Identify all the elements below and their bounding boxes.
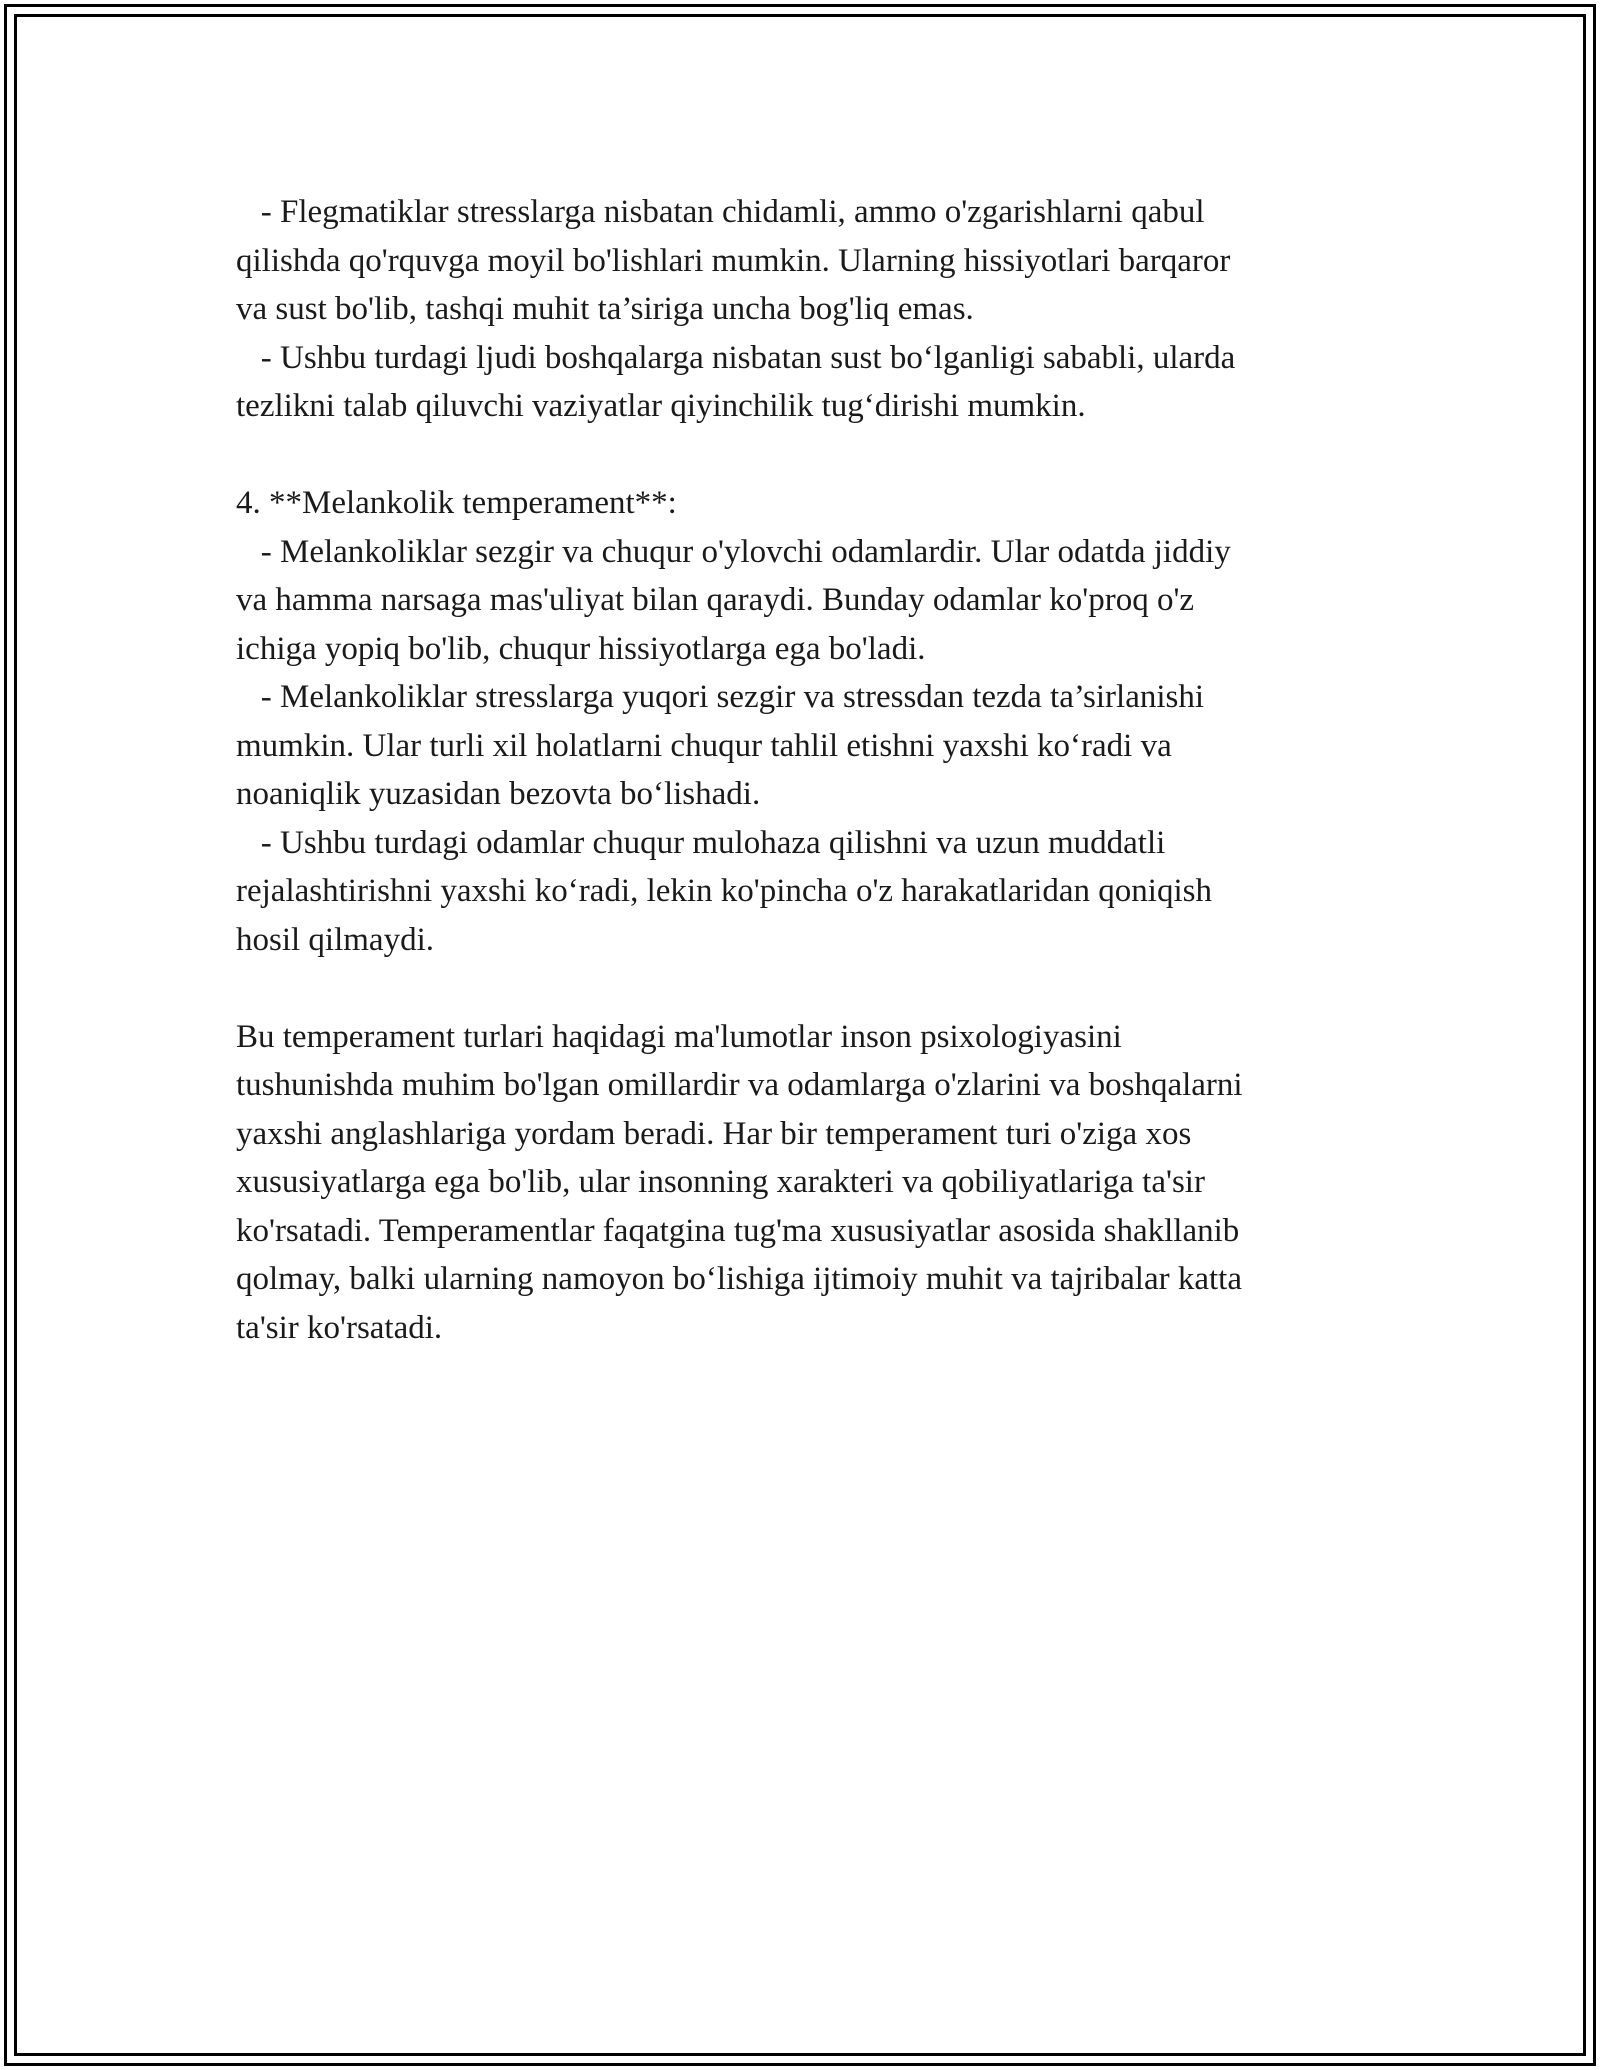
- melankolik-bullet-3: [236, 819, 1376, 965]
- paragraph-spacer: [236, 964, 1376, 1013]
- text-line: - Melankoliklar sezgir va chuqur o'ylovchi odamlardir. Ular odatda jiddiy: [236, 533, 1231, 570]
- text-line: ta'sir ko'rsatadi.: [236, 1309, 443, 1346]
- text-line: yaxshi anglashlariga yordam beradi. Har bir temperament turi o'ziga xos: [236, 1115, 1192, 1152]
- flegmatik-bullet-2: [236, 334, 1376, 431]
- section-heading-melankolik: 4. **Melankolik temperament**:: [236, 485, 677, 521]
- text-line: qilishda qo'rquvga moyil bo'lishlari mumkin. Ularning hissiyotlari barqaror: [236, 242, 1231, 279]
- text-line: - Melankoliklar stresslarga yuqori sezgir va stressdan tezda ta’sirlanishi: [236, 679, 1205, 715]
- text-line: va sust bo'lib, tashqi muhit ta’siriga uncha bog'liq emas.: [236, 291, 974, 327]
- melankolik-bullet-1: [236, 528, 1376, 674]
- text-line: tezlikni talab qiluvchi vaziyatlar qiyinchilik tug‘dirishi mumkin.: [236, 388, 1086, 424]
- text-line: - Flegmatiklar stresslarga nisbatan chidamli, ammo o'zgarishlarni qabul: [236, 194, 1205, 230]
- text-line: hosil qilmaydi.: [236, 921, 434, 958]
- text-line: ko'rsatadi. Temperamentlar faqatgina tug'ma xususiyatlar asosida shakllanib: [236, 1212, 1240, 1249]
- text-line: va hamma narsaga mas'uliyat bilan qaraydi. Bunday odamlar ko'proq o'z: [236, 582, 1195, 618]
- text-line: - Ushbu turdagi ljudi boshqalarga nisbatan sust bo‘lganligi sababli, ulardа: [236, 339, 1236, 376]
- text-line: rejalashtirishni yaxshi ko‘radi, lekin ko'pincha o'z harakatlaridan qoniqish: [236, 873, 1212, 909]
- conclusion-paragraph: [236, 1013, 1376, 1353]
- paragraph-spacer: [236, 431, 1376, 480]
- text-line: noaniqlik yuzasidan bezovta bo‘lishadi.: [236, 776, 761, 812]
- text-line: mumkin. Ular turli xil holatlarni chuqur tahlil etishni yaxshi ko‘radi va: [236, 727, 1172, 764]
- text-line: Bu temperament turlari haqidagi ma'lumotlar inson psixologiyasini: [236, 1018, 1122, 1055]
- flegmatik-bullet-1: [236, 188, 1376, 334]
- text-line: xususiyatlarga ega bo'lib, ular insonning xarakteri va qobiliyatlariga ta'sir: [236, 1164, 1205, 1200]
- text-line: tushunishda muhim bo'lgan omillardir va odamlarga o'zlarini va boshqalarni: [236, 1067, 1243, 1103]
- text-line: - Ushbu turdagi odamlar chuqur mulohaza qilishni va uzun muddatli: [236, 824, 1166, 861]
- text-line: qolmay, balki ularning namoyon bo‘lishiga ijtimoiy muhit va tajribalar katta: [236, 1261, 1242, 1297]
- melankolik-bullet-2: [236, 673, 1376, 819]
- document-body: [236, 188, 1376, 1352]
- text-line: ichiga yopiq bo'lib, chuqur hissiyotlarga ega bo'ladi.: [236, 630, 926, 667]
